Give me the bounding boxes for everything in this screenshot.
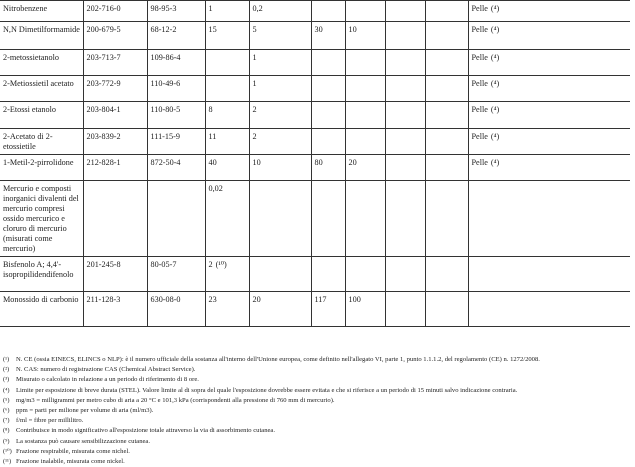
- cas-number-cell: [147, 1, 205, 22]
- notation-cell: [468, 257, 630, 292]
- footnote-item: [3, 355, 631, 365]
- substance-name-cell: [0, 257, 83, 292]
- limit-8h-ppm-cell-text: 2: [252, 105, 257, 114]
- limit-8h-mg-cell: [205, 1, 249, 22]
- limit-8h-mg-cell: [205, 76, 249, 102]
- limit-short-ppm-cell: [345, 1, 385, 22]
- table-row: [0, 292, 630, 327]
- limit-8h-ppm-cell: [249, 181, 311, 257]
- footnote-mark: (⁵): [3, 396, 10, 404]
- substance-name-cell: [0, 181, 83, 257]
- substance-name-cell-text: 1-Metil-2-pirrolidone: [3, 158, 74, 167]
- limit-short-mg-cell: [311, 76, 345, 102]
- notation-cell: [468, 76, 630, 102]
- table-row: [0, 50, 630, 76]
- footnote-text: Misurato o calcolato in relazione a un periodo di riferimento di 8 ore.: [16, 376, 199, 384]
- limit-8h-ppm-cell-text: 2: [252, 132, 257, 141]
- ec-number-cell: [83, 50, 147, 76]
- limit-8h-mg-cell: [205, 155, 249, 181]
- table-row: [0, 102, 630, 129]
- limit-short-mg-cell-text: 30: [314, 25, 323, 34]
- limit-8h-ppm-cell-text: 0,2: [252, 4, 263, 13]
- cas-number-cell: [147, 257, 205, 292]
- limit-8h-mg-cell: [205, 50, 249, 76]
- ec-number-cell-text: 203-839-2: [86, 132, 121, 141]
- notation-footnote-ref: (⁴): [490, 25, 500, 34]
- limit-8h-ppm-cell: [249, 292, 311, 327]
- footnote-item: [3, 365, 631, 375]
- limit-short-ppm-cell: [345, 50, 385, 76]
- ec-number-cell: [83, 22, 147, 50]
- limit-short-ppm-cell: [345, 129, 385, 155]
- footnote-mark: (⁹): [3, 437, 10, 445]
- limit-short-ppm-cell: [345, 292, 385, 327]
- notation-footnote-ref: (⁴): [490, 132, 500, 141]
- limit-8h-ppm-cell-text: 1: [252, 79, 257, 88]
- limit-8h-mg-cell: [205, 181, 249, 257]
- cas-number-cell-text: 110-49-6: [150, 79, 181, 88]
- ec-number-cell: [83, 292, 147, 327]
- substance-name-cell-text: 2-metossietanolo: [3, 53, 59, 62]
- table-row: [0, 129, 630, 155]
- limit-8h-ppm-cell: [249, 102, 311, 129]
- footnote-item: [3, 437, 631, 447]
- limit-8h-mg-cell: [205, 102, 249, 129]
- limit-8h-mg-cell-text: 2: [208, 260, 213, 269]
- limit-short-ppm-cell-text: 10: [348, 25, 357, 34]
- notation-footnote-ref: (⁴): [490, 79, 500, 88]
- spacer-cell: [425, 1, 468, 22]
- limit-8h-ppm-cell: [249, 1, 311, 22]
- table-row: [0, 76, 630, 102]
- footnote-mark: (¹): [3, 356, 10, 363]
- limit-8h-mg-cell: [205, 22, 249, 50]
- cas-number-cell: [147, 22, 205, 50]
- limit-8h-mg-cell-text: 23: [208, 295, 217, 304]
- spacer-cell: [425, 102, 468, 129]
- substance-name-cell-text: 2-Etossi etanolo: [3, 105, 56, 114]
- limit-short-mg-cell: [311, 155, 345, 181]
- cas-number-cell: [147, 102, 205, 129]
- limit-8h-ppm-cell-text: 10: [252, 158, 261, 167]
- ec-number-cell-text: 200-679-5: [86, 25, 121, 34]
- notation-footnote-ref: (⁴): [490, 4, 500, 13]
- limit-short-ppm-cell-text: 20: [348, 158, 357, 167]
- limit-short-ppm-cell: [345, 76, 385, 102]
- notation-footnote-ref: (⁴): [490, 53, 500, 62]
- footnote-item: [3, 426, 631, 436]
- substance-name-cell: [0, 129, 83, 155]
- limit-8h-ppm-cell: [249, 22, 311, 50]
- limit-fiber-cell: [385, 76, 425, 102]
- substance-name-cell: [0, 1, 83, 22]
- limit-fiber-cell: [385, 292, 425, 327]
- limit-8h-mg-cell-text: 15: [208, 25, 217, 34]
- footnote-mark: (¹⁰): [3, 447, 12, 455]
- footnote-item: [3, 406, 631, 416]
- spacer-cell: [425, 76, 468, 102]
- substance-name-cell: [0, 76, 83, 102]
- limit-fiber-cell: [385, 50, 425, 76]
- footnote-mark: (⁶): [3, 407, 10, 415]
- ec-number-cell-text: 203-713-7: [86, 53, 121, 62]
- notation-cell: [468, 22, 630, 50]
- limit-8h-mg-cell: [205, 292, 249, 327]
- cas-number-cell: [147, 50, 205, 76]
- spacer-cell: [425, 22, 468, 50]
- table-row: [0, 1, 630, 22]
- cas-number-cell-text: 109-86-4: [150, 53, 181, 62]
- limit-short-mg-cell: [311, 181, 345, 257]
- substance-name-cell-text: 2-Metiossietil acetato: [3, 79, 74, 88]
- notation-cell: [468, 102, 630, 129]
- value-footnote-ref: (¹⁰): [215, 260, 227, 269]
- cas-number-cell-text: 98-95-3: [150, 4, 177, 13]
- footnote-text: N. CAS: numero di registrazione CAS (Chemical Abstract Service).: [16, 366, 196, 374]
- footnote-item: [3, 396, 631, 406]
- cas-number-cell: [147, 129, 205, 155]
- footnote-item: [3, 457, 631, 467]
- limit-short-mg-cell-text: 80: [314, 158, 323, 167]
- cas-number-cell-text: 68-12-2: [150, 25, 177, 34]
- limit-short-mg-cell: [311, 1, 345, 22]
- cas-number-cell: [147, 292, 205, 327]
- footnote-item: [3, 386, 631, 396]
- limit-8h-ppm-cell: [249, 257, 311, 292]
- limit-short-ppm-cell: [345, 22, 385, 50]
- notation-cell: [468, 129, 630, 155]
- footnote-mark: (²): [3, 366, 10, 374]
- limit-8h-mg-cell-text: 1: [208, 4, 213, 13]
- limit-short-mg-cell: [311, 292, 345, 327]
- cas-number-cell-text: 872-50-4: [150, 158, 181, 167]
- limit-8h-mg-cell-text: 40: [208, 158, 217, 167]
- limit-8h-mg-cell-text: 11: [208, 132, 217, 141]
- limit-8h-ppm-cell: [249, 129, 311, 155]
- footnote-text: Frazione respirabile, misurata come nichel.: [16, 447, 130, 455]
- ec-number-cell: [83, 129, 147, 155]
- footnote-text: N. CE (ossia EINECS, ELINCS o NLP): è il numero ufficiale della sostanza all'interno dell'Unione europea, come definito nell'allegato VI, parte 1, punto 1.1.1.2, del regolamento (CE) n. 1272/2008.: [16, 356, 540, 363]
- notation-cell: [468, 1, 630, 22]
- cas-number-cell: [147, 181, 205, 257]
- footnote-text: Limite per esposizione di breve durata (STEL). Valore limite al di sopra del quale l'esposizione dovrebbe essere evitata e che si riferisce a un periodo di 15 minuti salvo indicazione contraria.: [16, 386, 518, 394]
- limit-fiber-cell: [385, 102, 425, 129]
- limit-8h-ppm-cell: [249, 155, 311, 181]
- limit-8h-ppm-cell-text: 5: [252, 25, 257, 34]
- footnote-text: La sostanza può causare sensibilizzazione cutanea.: [16, 437, 151, 445]
- substance-name-cell-text: Nitrobenzene: [3, 4, 48, 13]
- footnote-mark: (³): [3, 376, 10, 384]
- notation-footnote-ref: (⁴): [490, 158, 500, 167]
- substance-name-cell: [0, 155, 83, 181]
- limit-short-ppm-cell: [345, 181, 385, 257]
- cas-number-cell-text: 111-15-9: [150, 132, 180, 141]
- substance-name-cell-text: 2-Acetato di 2-etossietile: [3, 132, 53, 151]
- footnote-text: mg/m3 = milligrammi per metro cubo di aria a 20 °C e 101,3 kPa (corrispondenti alla pressione di 760 mm di mercurio).: [16, 396, 335, 404]
- notation-cell: [468, 181, 630, 257]
- cas-number-cell-text: 630-08-0: [150, 295, 181, 304]
- limit-short-ppm-cell: [345, 102, 385, 129]
- notation-cell-text: Pelle: [471, 79, 488, 88]
- ec-number-cell: [83, 76, 147, 102]
- notation-cell: [468, 155, 630, 181]
- substance-name-cell: [0, 22, 83, 50]
- limit-8h-mg-cell: [205, 129, 249, 155]
- ec-number-cell: [83, 102, 147, 129]
- footnote-text: f/ml = fibre per millilitro.: [16, 417, 84, 425]
- footnote-item: [3, 416, 631, 426]
- footnote-text: Frazione inalabile, misurata come nickel.: [16, 458, 125, 466]
- notation-cell-text: Pelle: [471, 4, 488, 13]
- limit-fiber-cell: [385, 1, 425, 22]
- footnotes-list: [3, 355, 631, 467]
- ec-number-cell-text: 201-245-8: [86, 260, 121, 269]
- limit-short-mg-cell: [311, 257, 345, 292]
- table-row: [0, 22, 630, 50]
- limit-short-ppm-cell: [345, 257, 385, 292]
- notation-cell-text: Pelle: [471, 132, 488, 141]
- limit-short-mg-cell-text: 117: [314, 295, 327, 304]
- spacer-cell: [425, 181, 468, 257]
- ec-number-cell-text: 203-804-1: [86, 105, 121, 114]
- spacer-cell: [425, 129, 468, 155]
- spacer-cell: [425, 292, 468, 327]
- limit-fiber-cell: [385, 22, 425, 50]
- limit-8h-ppm-cell-text: 20: [252, 295, 261, 304]
- spacer-cell: [425, 257, 468, 292]
- limit-short-mg-cell: [311, 129, 345, 155]
- ec-number-cell: [83, 155, 147, 181]
- table-body: [0, 1, 630, 327]
- spacer-cell: [425, 155, 468, 181]
- limit-fiber-cell: [385, 181, 425, 257]
- spacer-cell: [425, 50, 468, 76]
- ec-number-cell: [83, 1, 147, 22]
- ec-number-cell-text: 212-828-1: [86, 158, 121, 167]
- notation-cell-text: Pelle: [471, 105, 488, 114]
- footnote-item: [3, 447, 631, 457]
- limit-fiber-cell: [385, 129, 425, 155]
- footnote-mark: (¹¹): [3, 458, 12, 466]
- cas-number-cell: [147, 76, 205, 102]
- cas-number-cell: [147, 155, 205, 181]
- substance-name-cell-text: Monossido di carbonio: [3, 295, 79, 304]
- notation-cell-text: Pelle: [471, 25, 488, 34]
- limit-8h-ppm-cell: [249, 76, 311, 102]
- substance-name-cell-text: Mercurio e composti inorganici divalenti del mercurio compresi ossido mercurico e cloruro di mercurio (misurati come mercurio): [3, 184, 79, 253]
- limit-8h-mg-cell: [205, 257, 249, 292]
- cas-number-cell-text: 110-80-5: [150, 105, 181, 114]
- notation-cell-text: Pelle: [471, 158, 488, 167]
- table-row: [0, 257, 630, 292]
- ec-number-cell: [83, 181, 147, 257]
- table-row: [0, 181, 630, 257]
- substance-name-cell-text: Bisfenolo A; 4,4'-isopropilidendifenolo: [3, 260, 74, 279]
- substance-name-cell-text: N,N Dimetilformamide: [3, 25, 80, 34]
- notation-footnote-ref: (⁴): [490, 105, 500, 114]
- cas-number-cell-text: 80-05-7: [150, 260, 177, 269]
- substance-name-cell: [0, 292, 83, 327]
- ec-number-cell-text: 203-772-9: [86, 79, 121, 88]
- footnote-mark: (⁷): [3, 417, 10, 425]
- limit-short-mg-cell: [311, 102, 345, 129]
- notation-cell: [468, 50, 630, 76]
- limit-8h-mg-cell-text: 8: [208, 105, 213, 114]
- footnote-mark: (⁴): [3, 386, 10, 394]
- limit-fiber-cell: [385, 257, 425, 292]
- limit-short-mg-cell: [311, 50, 345, 76]
- notation-cell-text: Pelle: [471, 53, 488, 62]
- limit-8h-mg-cell-text: 0,02: [208, 184, 223, 193]
- footnote-text: ppm = parti per milione per volume di aria (ml/m3).: [16, 407, 154, 415]
- substance-name-cell: [0, 102, 83, 129]
- ec-number-cell: [83, 257, 147, 292]
- substance-name-cell: [0, 50, 83, 76]
- footnote-item: [3, 375, 631, 385]
- limit-short-mg-cell: [311, 22, 345, 50]
- footnote-mark: (⁸): [3, 427, 10, 435]
- limit-short-ppm-cell-text: 100: [348, 295, 361, 304]
- limit-fiber-cell: [385, 155, 425, 181]
- table-row: [0, 155, 630, 181]
- ec-number-cell-text: 202-716-0: [86, 4, 121, 13]
- footnote-text: Contribuisce in modo significativo all'esposizione totale attraverso la via di assorbimento cutanea.: [16, 427, 276, 435]
- ec-number-cell-text: 211-128-3: [86, 295, 121, 304]
- limit-short-ppm-cell: [345, 155, 385, 181]
- limit-8h-ppm-cell-text: 1: [252, 53, 257, 62]
- notation-cell: [468, 292, 630, 327]
- limit-8h-ppm-cell: [249, 50, 311, 76]
